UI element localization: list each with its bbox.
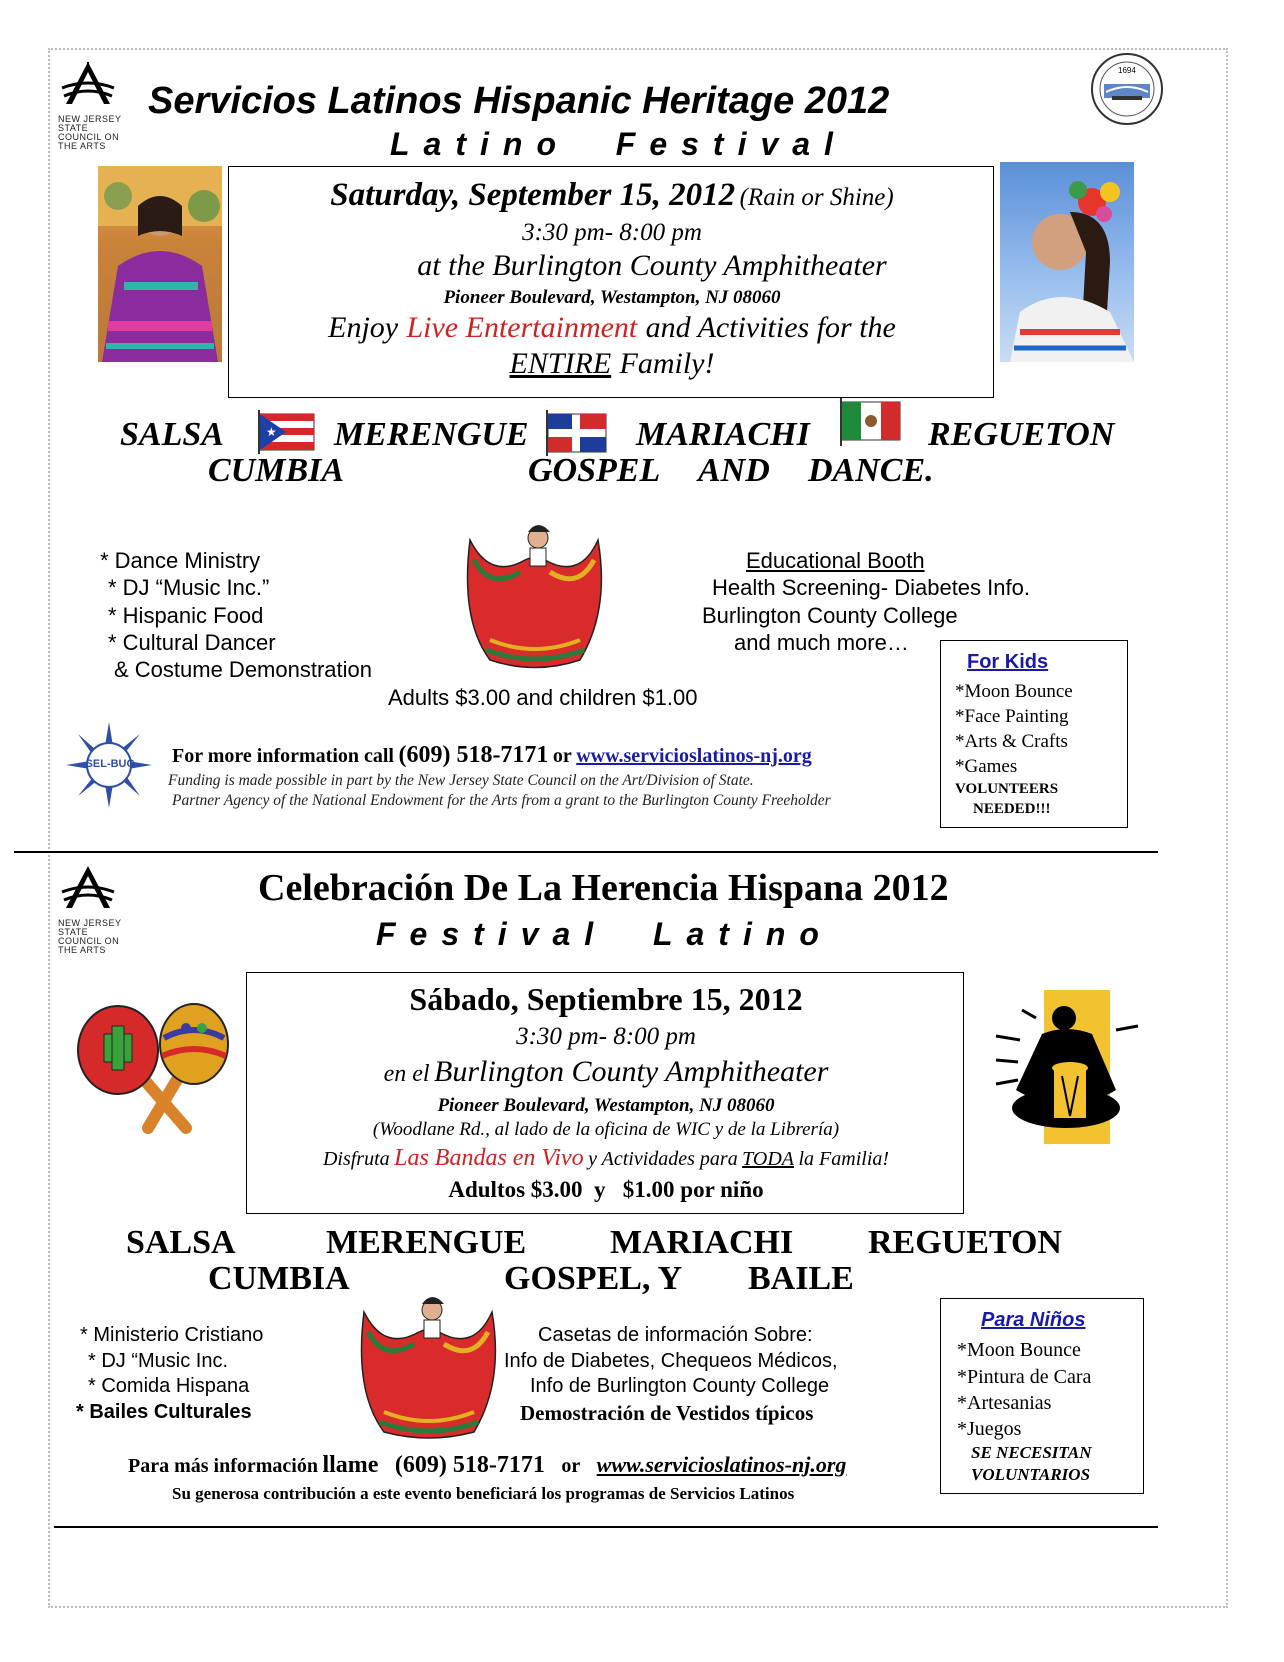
bottom-genre-mariachi: MARIACHI: [610, 1224, 794, 1261]
para-ninos-title: Para Niños: [981, 1309, 1086, 1331]
bottom-website-link[interactable]: www.servicioslatinos-nj.org: [596, 1452, 847, 1477]
sel-buc-logo: [66, 722, 152, 808]
top-list-item: * Hispanic Food: [108, 603, 264, 628]
ninos-item: *Pintura de Cara: [957, 1366, 1092, 1388]
top-family-line: [229, 347, 995, 381]
bottom-phone: (609) 518-7171: [394, 1452, 545, 1478]
ninos-item: *Artesanias: [957, 1392, 1052, 1414]
bottom-familia: la Familia!: [798, 1148, 890, 1170]
top-list-item: * Dance Ministry: [100, 548, 261, 573]
bottom-venue-line: [247, 1055, 965, 1089]
bottom-disfruta: Disfruta: [322, 1148, 390, 1170]
nj-arts-logo: [58, 58, 138, 158]
educational-booth-title: Educational Booth: [746, 548, 925, 573]
top-list-item: & Costume Demonstration: [114, 657, 372, 682]
for-kids-title: For Kids: [967, 651, 1049, 673]
bottom-contribution: Su generosa contribución a este evento beneficiará los programas de Servicios Latinos: [172, 1484, 795, 1503]
kids-item: *Moon Bounce: [955, 681, 1073, 702]
ninos-item: *Moon Bounce: [957, 1339, 1081, 1361]
bottom-genre-merengue: MERENGUE: [326, 1224, 527, 1261]
top-list-item: * DJ “Music Inc.”: [108, 575, 270, 600]
bottom-or: or: [561, 1455, 581, 1477]
para-ninos-box: [940, 1298, 1144, 1494]
nj-arts-logo-text: NEW JERSEY STATE COUNCIL ON THE ARTS: [58, 114, 122, 151]
bottom-llame: llame: [322, 1452, 379, 1478]
bottom-actividades: y Actividades para: [588, 1148, 738, 1170]
top-or: or: [552, 745, 572, 767]
nj-arts-logo-bottom: [58, 862, 138, 962]
bottom-address: Pioneer Boulevard, Westampton, NJ 08060: [437, 1095, 775, 1116]
top-genre-regueton: REGUETON: [928, 416, 1115, 453]
top-event-box: [228, 166, 994, 398]
top-funding-line-1: Funding is made possible in part by the New Jersey State Council on the Art/Division of State.: [168, 772, 754, 789]
top-live-entertainment: Live Entertainment: [406, 311, 638, 344]
top-date: Saturday, September 15, 2012: [330, 177, 736, 213]
top-genre-cumbia: CUMBIA: [208, 452, 345, 489]
top-price: Adults $3.00 and children $1.00: [388, 685, 698, 710]
bottom-genre-regueton: REGUETON: [868, 1224, 1062, 1261]
bottom-genre-baile: BAILE: [748, 1260, 854, 1297]
seal-year: 1694: [1118, 66, 1136, 75]
top-family: Family!: [619, 347, 715, 380]
edu-list-item: Health Screening- Diabetes Info.: [712, 575, 1030, 600]
top-funding-line-2: Partner Agency of the National Endowment for the Arts from a grant to the Burlington County Freeholder: [172, 792, 831, 809]
top-date-line: [229, 177, 995, 214]
folklorico-dancer-icon-bottom: [354, 1282, 504, 1447]
kids-item: *Games: [955, 756, 1018, 777]
bottom-venue-prefix: en el: [383, 1061, 430, 1087]
kids-item: *Arts & Crafts: [955, 731, 1068, 752]
bottom-title: Celebración De La Herencia Hispana 2012: [258, 867, 949, 909]
top-phone: (609) 518-7171: [398, 742, 549, 768]
top-genre-salsa: SALSA: [120, 416, 224, 453]
bottom-event-box: [246, 972, 964, 1214]
svg-text:★: ★: [266, 425, 277, 439]
edu-list-item: Burlington County College: [702, 603, 958, 628]
top-genre-gospel: GOSPEL: [528, 452, 661, 489]
bottom-info-prefix: Para más información: [128, 1455, 318, 1477]
county-seal: [1090, 52, 1164, 126]
bottom-toda: TODA: [742, 1148, 795, 1170]
top-list-item: * Cultural Dancer: [108, 630, 276, 655]
bottom-genre-salsa: SALSA: [126, 1224, 236, 1261]
bottom-time: 3:30 pm- 8:00 pm: [516, 1023, 696, 1050]
bottom-info-item: Info de Burlington County College: [530, 1375, 830, 1397]
bottom-info-line: [128, 1452, 846, 1479]
bottom-list-item: * Ministerio Cristiano: [80, 1324, 264, 1346]
bottom-info-item: Demostración de Vestidos típicos: [520, 1401, 814, 1425]
top-time: 3:30 pm- 8:00 pm: [522, 219, 702, 246]
bottom-subtitle: Festival Latino: [376, 916, 833, 952]
top-website-link[interactable]: www.servicioslatinos-nj.org: [576, 745, 812, 767]
dancer-photo-left: [98, 166, 222, 362]
top-venue: at the Burlington County Amphitheater: [417, 249, 887, 282]
top-enjoy: Enjoy: [328, 311, 399, 344]
bottom-list-item: * Bailes Culturales: [76, 1401, 252, 1423]
edu-list-item: and much more…: [734, 630, 909, 655]
footer-line: [54, 1526, 1158, 1528]
mexico-flag-icon: [836, 398, 902, 451]
bottom-info-item: Casetas de información Sobre:: [538, 1324, 813, 1346]
volunteers-needed: VOLUNTEERS: [955, 781, 1059, 797]
bottom-info-item: Info de Diabetes, Chequeos Médicos,: [504, 1350, 838, 1372]
bottom-genre-cumbia: CUMBIA: [208, 1260, 350, 1297]
bottom-directions: (Woodlane Rd., al lado de la oficina de WIC y de la Librería): [372, 1119, 840, 1140]
nj-arts-logo-bottom-text: NEW JERSEY STATE COUNCIL ON THE ARTS: [58, 918, 122, 955]
bottom-venue: Burlington County Amphitheater: [434, 1055, 829, 1088]
folklorico-dancer-icon: [460, 500, 610, 675]
maracas-icon: [74, 998, 234, 1143]
top-address: Pioneer Boulevard, Westampton, NJ 08060: [443, 287, 781, 308]
top-entire: ENTIRE: [509, 347, 612, 380]
top-enjoy-line: [229, 311, 995, 345]
for-kids-box: [940, 640, 1128, 828]
bottom-bandas: Las Bandas en Vivo: [394, 1145, 584, 1171]
section-divider: [14, 851, 1158, 853]
sel-buc-text: SEL-BUC: [85, 758, 135, 770]
bottom-date: Sábado, Septiembre 15, 2012: [409, 981, 803, 1017]
bottom-disfruta-line: [247, 1145, 965, 1172]
bottom-price: Adultos $3.00 y $1.00 por niño: [448, 1177, 764, 1202]
bottom-list-item: * Comida Hispana: [88, 1375, 250, 1397]
top-rain-note: (Rain or Shine): [739, 184, 894, 211]
top-subtitle: Latino Festival: [390, 126, 847, 162]
top-genre-merengue: MERENGUE: [334, 416, 529, 453]
top-genre-mariachi: MARIACHI: [636, 416, 810, 453]
top-activities: and Activities for the: [645, 311, 896, 344]
top-info-line: [172, 742, 812, 769]
nj-arts-logo-bottom-icon: [58, 862, 118, 914]
ninos-item: *Juegos: [957, 1418, 1022, 1440]
voluntarios: VOLUNTARIOS: [971, 1465, 1091, 1484]
volunteers-needed-2: NEEDED!!!: [973, 801, 1051, 817]
se-necesitan: SE NECESITAN: [971, 1443, 1092, 1462]
top-genre-and: AND: [698, 452, 770, 489]
top-genre-dance: DANCE.: [808, 452, 934, 489]
top-info-prefix: For more information call: [172, 745, 394, 767]
nj-arts-logo-icon: [58, 58, 118, 110]
bottom-list-item: * DJ “Music Inc.: [88, 1350, 229, 1372]
bottom-genre-gospel: GOSPEL, Y: [504, 1260, 683, 1297]
kids-item: *Face Painting: [955, 706, 1069, 727]
musician-drum-icon: [992, 990, 1144, 1149]
top-title: Servicios Latinos Hispanic Heritage 2012: [148, 80, 890, 122]
